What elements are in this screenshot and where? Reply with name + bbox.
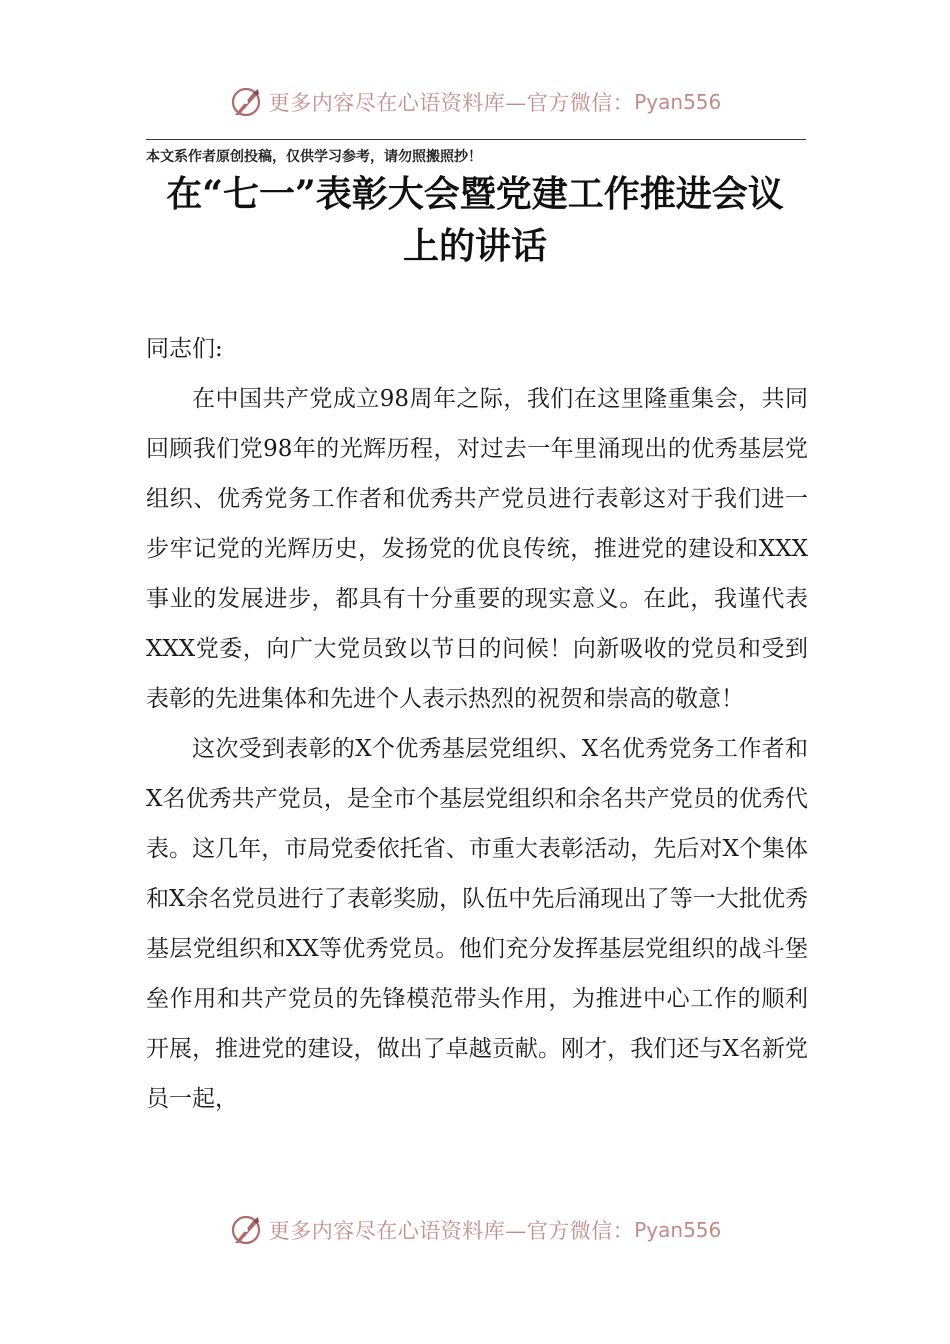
quill-pen-logo-icon xyxy=(229,1213,263,1247)
header-divider xyxy=(146,139,806,140)
watermark-wechat-id: Pyan556 xyxy=(634,1218,722,1242)
watermark-banner-bottom xyxy=(0,1210,950,1250)
watermark-wechat-id: Pyan556 xyxy=(634,90,722,114)
watermark-banner-top xyxy=(0,82,950,122)
page-title xyxy=(120,168,830,272)
title-line-1: 在“七一”表彰大会暨党建工作推进会议 xyxy=(166,173,784,215)
salutation: 同志们: xyxy=(146,336,223,362)
copyright-notice: 本文系作者原创投稿，仅供学习参考，请勿照搬照抄！ xyxy=(146,149,482,165)
quill-pen-logo-icon xyxy=(229,85,263,119)
paragraph-2: 这次受到表彰的X个优秀基层党组织、X名优秀党务工作者和X名优秀共产党员，是全市个基层党组织和余名共产党员的优秀代表。这几年，市局党委依托省、市重大表彰活动，先后对X个集体和X余名党员进行了表彰奖励，队伍中先后涌现出了等一大批优秀基层党组织和XX等优秀党员。他们充分发挥基层党组织的战斗堡垒作用和共产党员的先锋模范带头作用，为推进中心工作的顺利开展，推进党的建设，做出了卓越贡献。刚才，我们还与X名新党员一起， xyxy=(146,736,808,1112)
watermark-text: 更多内容尽在心语资料库—官方微信： xyxy=(268,1219,635,1243)
title-line-2: 上的讲话 xyxy=(402,225,547,267)
speech-body xyxy=(146,324,808,1124)
watermark-text: 更多内容尽在心语资料库—官方微信： xyxy=(268,91,635,115)
paragraph-1: 在中国共产党成立98周年之际，我们在这里隆重集会，共同回顾我们党98年的光辉历程，对过去一年里涌现出的优秀基层党组织、优秀党务工作者和优秀共产党员进行表彰这对于我们进一步牢记党的光辉历史，发扬党的优良传统，推进党的建设和XXX事业的发展进步，都具有十分重要的现实意义。在此，我谨代表XXX党委，向广大党员致以节日的问候！向新吸收的党员和受到表彰的先进集体和先进个人表示热烈的祝贺和崇高的敬意！ xyxy=(146,386,808,712)
